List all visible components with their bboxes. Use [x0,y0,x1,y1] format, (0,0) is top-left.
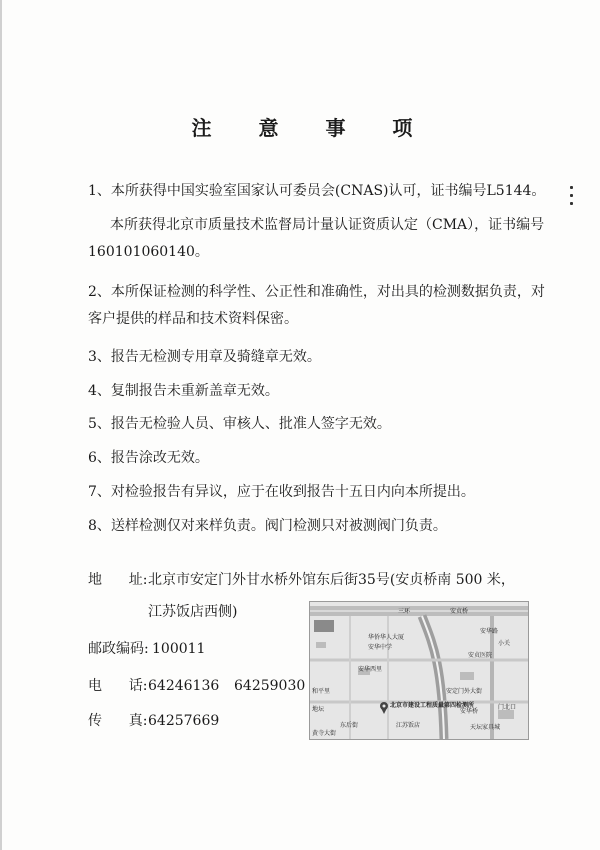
notice-item-2: 2、本所保证检测的科学性、公正性和准确性，对出具的检测数据负责，对客户提供的样品和技术资料保密。 [88,284,545,327]
phone-value-1: 64246136 [148,678,220,694]
notice-item-3: 3、报告无检测专用章及骑缝章无效。 [88,349,321,365]
fax-label: 传 真: [88,713,148,729]
notice-item-5: 5、报告无检验人员、审核人、批准人签字无效。 [88,416,391,432]
map-label-tianfu: 天坛家具城 [470,724,501,731]
address-value-2: 江苏饭店西侧) [148,604,238,620]
map-label-huaqiao: 华侨华人大厦 [368,634,405,641]
phone-label: 电 话: [88,678,148,694]
page-title: 注 意 事 项 [191,116,433,140]
postcode-label: 邮政编码: [88,641,149,657]
notice-item-6: 6、报告涂改无效。 [88,450,209,466]
map-label-anhua-school: 安华中学 [368,644,393,651]
notice-item-1b: 本所获得北京市质量技术监督局计量认证资质认定（CMA），证书编号160101060140。 [88,217,545,260]
notice-item-4: 4、复制报告未重新盖章无效。 [88,383,279,399]
map-label-anhualu-station: 安华桥 [460,708,479,715]
map-label-jiangsu-hotel: 江苏饭店 [396,722,421,729]
address-value: 北京市安定门外甘水桥外馆东后街35号(安贞桥南 500 米， [148,572,515,588]
map-label-xinyuan: 安华西里 [358,666,383,673]
margin-marks [570,186,578,216]
map-label-target: 北京市建设工程质量第四检测所 [390,702,475,709]
map-label-xiaoguan: 小关 [498,640,511,647]
map-label-road-top: 三环 [398,608,411,615]
notice-item-8: 8、送样检测仅对来样负责。阀门检测只对被测阀门负责。 [88,518,447,534]
map-label-anding: 安定门外大街 [446,688,483,695]
map-label-anzhen-hosp: 安贞医院 [468,652,493,659]
notice-item-7: 7、对检验报告有异议，应于在收到报告十五日内向本所提出。 [88,484,475,500]
map-label-hepingli: 和平里 [312,688,331,695]
location-map [309,601,529,740]
map-label-lewu: 东后街 [340,722,359,729]
address-label: 地 址: [88,572,148,588]
phone-value-2: 64259030 [234,678,306,694]
map-label-ditan: 地坛 [312,706,325,713]
map-label-huangsi: 黄寺大街 [312,730,337,737]
map-label-road-top2: 安贞桥 [450,608,469,615]
notice-item-1: 1、本所获得中国实验室国家认可委员会(CNAS)认可，证书编号L5144。 [88,183,546,199]
postcode-value: 100011 [152,641,206,657]
map-graphic [310,602,528,739]
fax-value: 64257669 [148,713,220,729]
map-label-gate: 门北口 [498,704,517,711]
map-label-anhua-road: 安华路 [480,628,499,635]
